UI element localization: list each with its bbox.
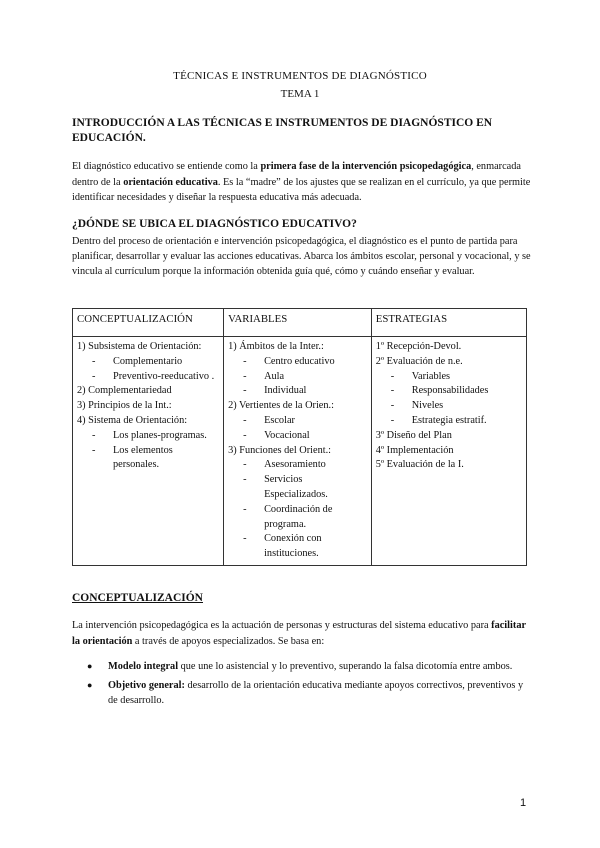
list-heading: 1) Subsistema de Orientación: <box>77 341 202 352</box>
list-item-text: Variables <box>411 370 451 382</box>
list-item <box>77 355 219 370</box>
dash-bullet-icon: - <box>243 370 247 382</box>
list-item <box>77 370 219 385</box>
list-item-text: Servicios Especializados. <box>264 474 328 500</box>
dash-bullet-icon: - <box>92 444 96 456</box>
page-number: 1 <box>520 797 527 809</box>
dash-bullet-icon: - <box>243 533 247 545</box>
list-item <box>228 429 367 444</box>
list-item-text: Centro educativo <box>264 355 335 367</box>
dash-bullet-icon: - <box>243 385 247 397</box>
header-conceptualizacion: CONCEPTUALIZACIÓN <box>73 309 224 337</box>
intro-paragraph: El diagnóstico educativo se entiende como la primera fase de la intervención psicopedagógica, enmarcada dentro de la orientación educativa. Es la “madre” de los ajustes que se realizan en el currículo, ya que permite identificar necesidades y diseñar la respuesta educativa más adecuada. <box>72 161 531 203</box>
cell-estrategias <box>371 337 526 566</box>
list-item-text: Complementario <box>113 355 183 367</box>
list-item-text: Asesoramiento <box>264 459 326 471</box>
dash-bullet-icon: - <box>92 370 96 382</box>
list-heading: 4) Sistema de Orientación: <box>77 414 188 426</box>
list-item <box>376 399 522 414</box>
bullet-icon: ● <box>87 679 93 690</box>
list-item <box>228 384 367 399</box>
concept-heading: CONCEPTUALIZACIÓN <box>72 592 203 604</box>
dash-bullet-icon: - <box>390 385 395 397</box>
dash-bullet-icon: - <box>243 429 247 441</box>
table-header-row <box>73 309 527 337</box>
list-item-text: Responsabilidades <box>411 385 489 397</box>
concept-bullet-list <box>72 659 527 712</box>
list-item-text: Individual <box>264 385 307 397</box>
list-item <box>376 414 522 429</box>
where-heading: ¿DÓNDE SE UBICA EL DIAGNÓSTICO EDUCATIVO? <box>72 218 357 230</box>
list-item-text: Escolar <box>264 414 295 426</box>
list-heading: 3) Funciones del Orient.: <box>228 444 332 456</box>
dash-bullet-icon: - <box>243 414 247 426</box>
dash-bullet-icon: - <box>243 355 247 367</box>
list-item <box>77 444 219 474</box>
dash-bullet-icon: - <box>92 355 96 367</box>
dash-bullet-icon: - <box>243 459 247 471</box>
list-item: ● Modelo integral que une lo asistencial y lo preventivo, superando la falsa dicotomía entre ambos. <box>72 659 527 675</box>
intro-heading: INTRODUCCIÓN A LAS TÉCNICAS E INSTRUMENTOS DE DIAGNÓSTICO EN EDUCACIÓN. <box>72 117 493 144</box>
table-body-row <box>73 337 527 566</box>
list-item <box>228 414 367 429</box>
cell-variables <box>224 337 372 566</box>
list-item-text: Aula <box>264 370 285 382</box>
list-heading: 3) Principios de la Int.: <box>77 400 172 412</box>
list-heading: 2) Complementariedad <box>77 385 172 397</box>
list-item <box>376 384 522 399</box>
list-item <box>228 532 367 562</box>
list-heading: 3º Diseño del Plan <box>375 429 452 441</box>
list-heading: 5º Evaluación de la I. <box>375 459 464 471</box>
concept-paragraph: La intervención psicopedagógica es la actuación de personas y estructuras del sistema educativo para facilitar la orientación a través de apoyos especializados. Se basa en: <box>72 620 526 647</box>
dash-bullet-icon: - <box>390 370 395 382</box>
header-estrategias: ESTRATEGIAS <box>371 309 526 337</box>
document-title: TÉCNICAS E INSTRUMENTOS DE DIAGNÓSTICO <box>173 70 427 82</box>
header-variables: VARIABLES <box>224 309 372 337</box>
list-item-text: Los elementos personales. <box>113 444 173 471</box>
list-heading: 4º Implementación <box>375 444 454 456</box>
list-item-text: Niveles <box>411 400 444 412</box>
list-item-text: Estrategia estratif. <box>411 414 487 426</box>
list-item-text: Preventivo-reeducativo . <box>113 370 215 382</box>
list-item <box>77 429 219 444</box>
list-item <box>228 503 367 533</box>
list-item-text: Conexión con instituciones. <box>264 533 322 560</box>
list-item: ● Objetivo general: desarrollo de la orientación educativa mediante apoyos correctivos, preventivos y de desarrollo. <box>87 679 524 706</box>
document-subtitle: TEMA 1 <box>280 88 320 100</box>
list-item-text: Coordinación de programa. <box>264 503 333 530</box>
list-item-text: Los planes-programas. <box>113 429 207 441</box>
list-item <box>228 473 367 503</box>
dash-bullet-icon: - <box>243 474 247 486</box>
dash-bullet-icon: - <box>243 503 247 515</box>
dash-bullet-icon: - <box>92 429 96 441</box>
where-paragraph: Dentro del proceso de orientación e intervención psicopedagógica, el diagnóstico es el punto de partida para planificar, desarrollar y evaluar las acciones educativas. Abarca los ámbitos escolar, personal y vocacional, y se vincula al currículum porque la información obtenida guía qué, cómo y cuándo enseñar y evaluar. <box>72 236 531 277</box>
cell-conceptualizacion <box>73 337 224 566</box>
list-heading: 2º Evaluación de n.e. <box>375 355 463 367</box>
list-item-text: Vocacional <box>264 429 310 441</box>
list-item <box>228 458 367 473</box>
dash-bullet-icon: - <box>390 400 395 412</box>
list-item <box>376 370 522 385</box>
summary-table <box>72 308 527 566</box>
list-heading: 1) Ámbitos de la Inter.: <box>228 341 324 352</box>
dash-bullet-icon: - <box>390 414 395 426</box>
list-heading: 2) Vertientes de la Orien.: <box>228 400 334 412</box>
bullet-icon: ● <box>87 661 93 671</box>
list-heading: 1º Recepción-Devol. <box>375 341 462 352</box>
list-item <box>228 355 367 370</box>
list-item <box>228 370 367 385</box>
